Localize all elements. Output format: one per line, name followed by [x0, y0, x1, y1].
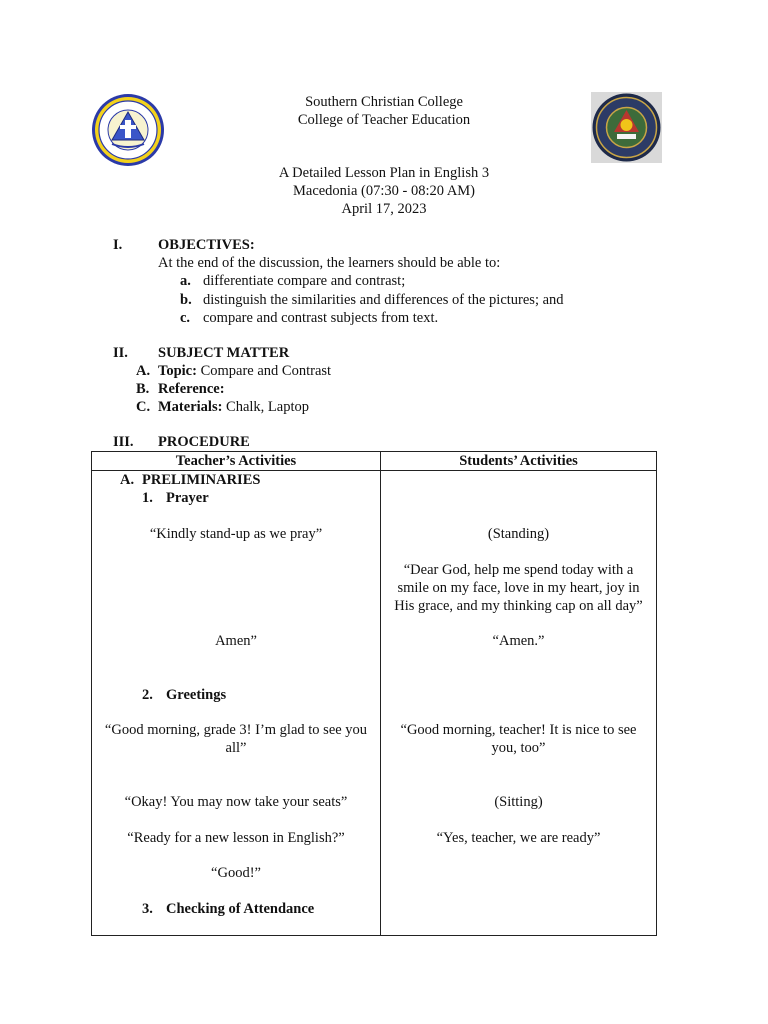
objectives-intro: At the end of the discussion, the learners should be able to: [158, 255, 501, 271]
college-name: College of Teacher Education [297, 112, 471, 128]
table-row [92, 471, 657, 936]
teacher-greeting-line-2: all” [225, 740, 247, 756]
attendance-heading: Checking of Attendance [166, 901, 315, 917]
students-activities-header: Students’ Activities [381, 452, 657, 471]
lesson-plan-title: A Detailed Lesson Plan in English 3 [278, 165, 490, 181]
subject-matter-heading: SUBJECT MATTER [158, 345, 290, 361]
student-amen-line: “Amen.” [492, 633, 545, 649]
subject-matter-numeral: II. [113, 345, 128, 361]
greetings-number: 2. [142, 687, 153, 703]
procedure-heading: PROCEDURE [158, 434, 250, 450]
section-letter: A. [120, 472, 135, 488]
subject-materials [158, 398, 309, 416]
objective-item: compare and contrast subjects from text. [203, 310, 439, 326]
student-standing-line: (Standing) [487, 526, 550, 542]
teacher-amen-line: Amen” [215, 633, 257, 649]
student-greeting-line-1: “Good morning, teacher! It is nice to see [400, 722, 637, 738]
objective-item: differentiate compare and contrast; [203, 273, 406, 289]
procedure-numeral: III. [113, 434, 134, 450]
subject-label: Materials: [158, 399, 223, 415]
subject-reference [158, 380, 225, 398]
school-name: Southern Christian College [305, 94, 463, 110]
students-activities-cell [381, 471, 657, 936]
teacher-activities-cell [92, 471, 381, 936]
subject-value: Chalk, Laptop [222, 399, 310, 415]
table-header-row [92, 452, 657, 471]
objective-item: distinguish the similarities and differences of the pictures; and [203, 292, 564, 308]
teacher-greeting-line-1: “Good morning, grade 3! I’m glad to see you [104, 722, 368, 738]
preliminaries-heading: PRELIMINARIES [142, 472, 261, 488]
subject-label: Reference: [158, 381, 225, 397]
teacher-seats-line: “Okay! You may now take your seats” [124, 794, 348, 810]
student-sitting-line: (Sitting) [494, 794, 543, 810]
objectives-numeral: I. [113, 237, 123, 253]
procedure-table [91, 451, 657, 936]
greetings-heading: Greetings [166, 687, 227, 703]
attendance-number: 3. [142, 901, 153, 917]
objective-letter: a. [180, 273, 191, 289]
subject-topic [158, 362, 331, 380]
subject-letter: C. [136, 399, 151, 415]
objective-letter: b. [180, 292, 192, 308]
prayer-heading: Prayer [166, 490, 209, 506]
student-greeting-line-2: you, too” [491, 740, 546, 756]
student-prayer-line-2: smile on my face, love in my heart, joy in [397, 580, 640, 596]
subject-label: Topic: [158, 363, 197, 379]
teacher-good-line: “Good!” [211, 865, 261, 881]
subject-letter: B. [136, 381, 150, 397]
teacher-stand-line: “Kindly stand-up as we pray” [149, 526, 323, 542]
objective-letter: c. [180, 310, 191, 326]
subject-letter: A. [136, 363, 151, 379]
subject-value: Compare and Contrast [196, 363, 332, 379]
class-section: Macedonia (07:30 - 08:20 AM) [292, 183, 476, 199]
objectives-heading: OBJECTIVES: [158, 237, 255, 253]
prayer-number: 1. [142, 490, 153, 506]
student-prayer-line-1: “Dear God, help me spend today with a [403, 562, 634, 578]
student-prayer-line-3: His grace, and my thinking cap on all day” [394, 598, 643, 614]
teacher-activities-header: Teacher’s Activities [92, 452, 381, 471]
lesson-date: April 17, 2023 [341, 201, 427, 217]
teacher-ready-line: “Ready for a new lesson in English?” [127, 830, 345, 846]
student-ready-line: “Yes, teacher, we are ready” [436, 830, 601, 846]
